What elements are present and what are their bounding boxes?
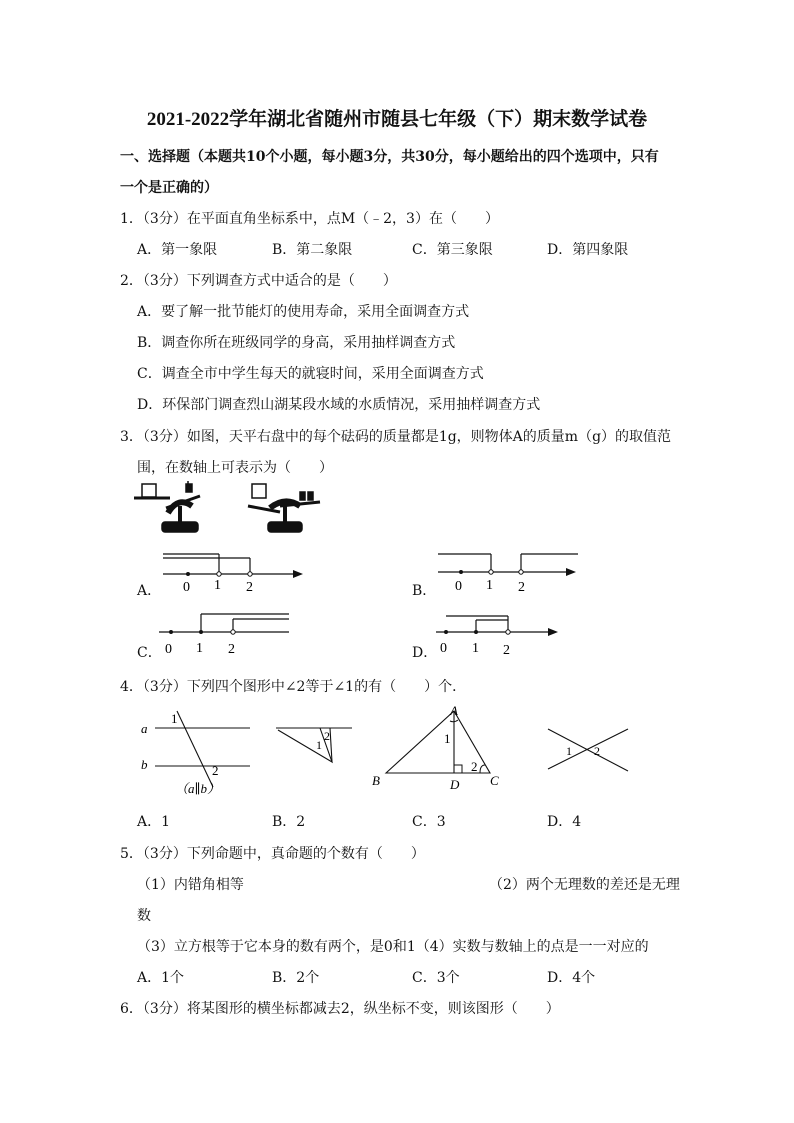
- q3-option-d-label: D．: [412, 645, 438, 661]
- angle-2-label: 2: [212, 763, 219, 778]
- vertex-c-label: C: [490, 773, 499, 788]
- page-title: 2021-2022学年湖北省随州市随县七年级（下）期末数学试卷: [146, 109, 648, 130]
- tick-2: 2: [518, 580, 525, 595]
- label-a: a: [141, 721, 148, 736]
- q4-figure-right-triangle: [368, 703, 508, 795]
- q4-figure-parallel-lines: [135, 703, 255, 803]
- q6-stem: 6．（3分）将某图形的横坐标都减去2，纵坐标不变，则该图形（ ）: [120, 1001, 560, 1017]
- q3-option-a-label: A．: [137, 583, 162, 599]
- q5-option-a: A．1个: [137, 970, 185, 986]
- q1-stem: 1．（3分）在平面直角坐标系中，点M（﹣2，3）在（ ）: [120, 211, 499, 227]
- q3-number-line-d: [430, 612, 565, 658]
- q1-option-b: B．第二象限: [272, 242, 353, 258]
- q1-option-d: D．第四象限: [547, 242, 629, 258]
- angle-2-label: 2: [594, 744, 600, 758]
- tick-1: 1: [486, 578, 493, 593]
- q4-option-a: A．1: [137, 814, 171, 830]
- tick-1: 1: [196, 641, 203, 656]
- q5-option-d: D．4个: [547, 970, 596, 986]
- balance-scale-right: [248, 484, 320, 532]
- q2-stem: 2．（3分）下列调查方式中适合的是（ ）: [120, 273, 397, 289]
- q4-figure-triangle-ruler: [272, 720, 357, 770]
- q5-item-3-4: （3）立方根等于它本身的数有两个，是0和1（4）实数与数轴上的点是一一对应的: [137, 939, 649, 955]
- tick-0: 0: [455, 579, 462, 594]
- q3-stem-line1: 3．（3分）如图，天平右盘中的每个砝码的质量都是1g，则物体A的质量m（g）的取值范: [120, 429, 672, 445]
- angle-1-label: 1: [316, 738, 322, 752]
- q3-stem-line2: 围，在数轴上可表示为（ ）: [137, 460, 333, 476]
- angle-2-label: 2: [324, 729, 330, 743]
- tick-2: 2: [503, 643, 510, 658]
- q3-number-line-a: [155, 548, 310, 596]
- tick-0: 0: [165, 642, 172, 657]
- parallel-note: （a∥b）: [175, 781, 221, 796]
- tick-2: 2: [228, 642, 235, 657]
- tick-1: 1: [472, 641, 479, 656]
- q5-item-1: （1）内错角相等: [137, 877, 244, 893]
- q5-item-2-cont: 数: [137, 908, 151, 924]
- tick-0: 0: [183, 580, 190, 595]
- tick-2: 2: [246, 580, 253, 595]
- section-header-line1: 一、选择题（本题共10个小题，每小题3分，共30分，每小题给出的四个选项中，只有: [120, 149, 659, 165]
- angle-2-label: 2: [471, 759, 478, 774]
- q4-option-c: C．3: [412, 814, 446, 830]
- q2-option-a: A．要了解一批节能灯的使用寿命，采用全面调查方式: [137, 304, 470, 320]
- q2-option-d: D．环保部门调查烈山湖某段水域的水质情况，采用抽样调查方式: [137, 397, 541, 413]
- balance-scale-left: [134, 481, 200, 532]
- q5-option-b: B．2个: [272, 970, 320, 986]
- q4-stem: 4．（3分）下列四个图形中∠2等于∠1的有（ ）个．: [120, 679, 467, 695]
- q3-option-b-label: B．: [412, 583, 437, 599]
- q3-option-c-label: C．: [137, 645, 162, 661]
- q4-figure-vertical-angles: [544, 725, 634, 775]
- angle-1-label: 1: [566, 744, 572, 758]
- tick-0: 0: [440, 641, 447, 656]
- q5-item-2: （2）两个无理数的差还是无理: [489, 877, 680, 893]
- vertex-b-label: B: [372, 773, 380, 788]
- tick-1: 1: [214, 578, 221, 593]
- section-header-line2: 一个是正确的）: [120, 180, 218, 196]
- vertex-a-label: A: [450, 703, 458, 718]
- q5-option-c: C．3个: [412, 970, 460, 986]
- q2-option-c: C．调查全市中学生每天的就寝时间，采用全面调查方式: [137, 366, 484, 382]
- vertex-d-label: D: [450, 777, 460, 792]
- q3-number-line-c: [155, 610, 300, 658]
- q3-number-line-b: [430, 548, 585, 596]
- angle-1-label: 1: [171, 711, 178, 726]
- angle-1-label: 1: [444, 731, 451, 746]
- q4-option-b: B．2: [272, 814, 306, 830]
- q1-option-c: C．第三象限: [412, 242, 493, 258]
- q1-option-a: A．第一象限: [137, 242, 218, 258]
- q2-option-b: B．调查你所在班级同学的身高，采用抽样调查方式: [137, 335, 456, 351]
- balance-scales-figure: [130, 478, 340, 548]
- q4-option-d: D．4: [547, 814, 582, 830]
- q5-stem: 5．（3分）下列命题中，真命题的个数有（ ）: [120, 846, 425, 862]
- label-b: b: [141, 757, 148, 772]
